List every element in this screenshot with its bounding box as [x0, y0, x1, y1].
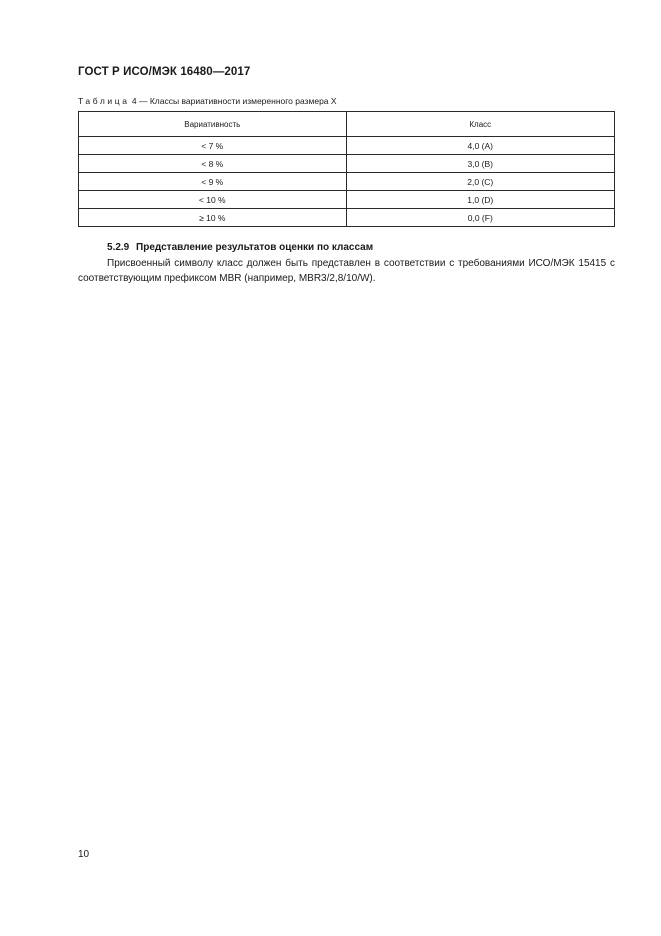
column-header-class: Класс [346, 112, 614, 137]
class-cell: 0,0 (F) [346, 209, 614, 227]
section-heading [107, 242, 373, 253]
variability-cell: < 10 % [79, 191, 347, 209]
variability-cell: < 7 % [79, 137, 347, 155]
class-cell: 3,0 (B) [346, 155, 614, 173]
table-row [79, 137, 615, 155]
table-caption-text: 4 — Классы вариативности измеренного размера X [131, 96, 337, 106]
table-header-row [79, 112, 615, 137]
document-code: ГОСТ Р ИСО/МЭК 16480—2017 [78, 66, 251, 78]
variability-cell: < 9 % [79, 173, 347, 191]
variability-cell: ≥ 10 % [79, 209, 347, 227]
body-paragraph: Присвоенный символу класс должен быть представлен в соответствии с требованиями ИСО/МЭК 15415 с соответствующим префиксом MBR (например, MBR3/2,8/10/W). [78, 258, 615, 284]
table-row [79, 155, 615, 173]
section-number: 5.2.9 [107, 242, 130, 253]
column-header-variability: Вариативность [79, 112, 347, 137]
table-caption-label: Таблица [78, 96, 130, 106]
class-cell: 4,0 (A) [346, 137, 614, 155]
variability-classes-table [78, 111, 615, 227]
table-row [79, 173, 615, 191]
table-row [79, 209, 615, 227]
class-cell: 2,0 (C) [346, 173, 614, 191]
class-cell: 1,0 (D) [346, 191, 614, 209]
table-caption [78, 96, 337, 106]
table-row [79, 191, 615, 209]
section-title: Представление результатов оценки по классам [136, 242, 374, 253]
variability-cell: < 8 % [79, 155, 347, 173]
page-number: 10 [78, 849, 90, 860]
